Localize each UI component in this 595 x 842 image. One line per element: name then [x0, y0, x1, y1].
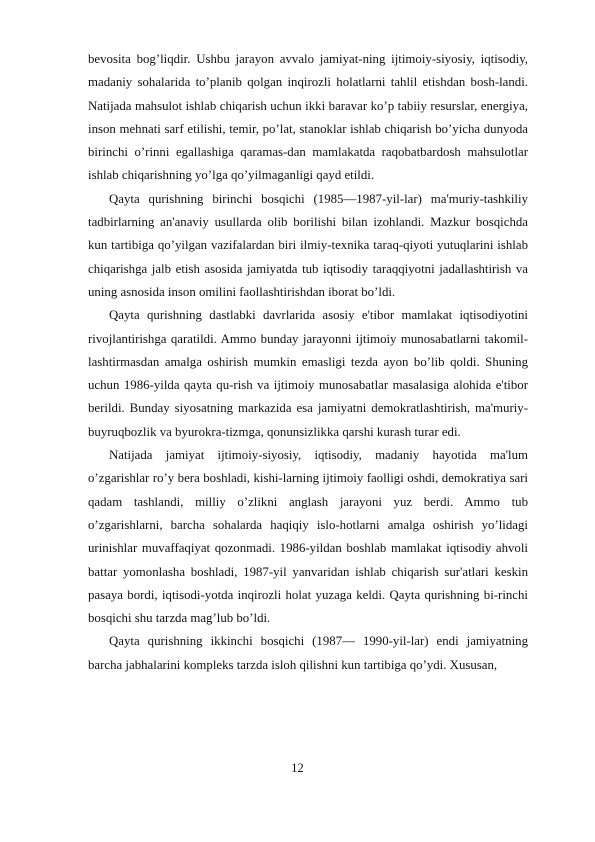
document-body — [88, 48, 528, 677]
paragraph-2: Qayta qurishning birinchi bosqichi (1985—1987-yil-lar) ma'muriy-tashkiliy tadbirlarning an'anaviy usullarda olib borilishi bilan izohlandi. Mazkur bosqichda kun tartibiga qo’yilgan vazifalardan biri ilmiy-texnika taraq-qiyoti yutuqlarini ishlab chiqarishga jalb etish asosida jamiyatda tub iqtisodiy taraqqiyotni jadallashtirish va uning asnosida inson omilini faollashtirishdan iborat bo’ldi. — [88, 191, 528, 299]
paragraph-3: Qayta qurishning dastlabki davrlarida asosiy e'tibor mamlakat iqtisodiyotini rivojlantirishga qaratildi. Ammo bunday jarayonni ijtimoiy munosabatlarni takomil-lashtirmasdan amalga oshirish mumkin emasligi tezda ayon bo’lib qoldi. Shuning uchun 1986-yilda qayta qu-rish va ijtimoiy munosabatlar masalasiga alohida e'tibor berildi. Bunday siyosatning markazida esa jamiyatni demokratlashtirish, ma'muriy-buyruqbozlik va byurokra-tizmga, qonunsizlikka qarshi kurash turar edi. — [88, 308, 528, 439]
paragraph-4: Natijada jamiyat ijtimoiy-siyosiy, iqtisodiy, madaniy hayotida ma'lum o’zgarishlar ro’y bera boshladi, kishi-larning ijtimoiy faolligi oshdi, demokratiya sari qadam tashlandi, milliy o’zlikni anglash jarayoni yuz berdi. Ammo tub o’zgarishlarni, barcha sohalarda haqiqiy islo-hotlarni amalga oshirish yo’lidagi urinishlar muvaffaqiyat qozonmadi. 1986-yildan boshlab mamlakat iqtisodiy ahvoli battar yomonlasha boshladi, 1987-yil yanvaridan ishlab chiqarish sur'atlari keskin pasaya bordi, iqtisodi-yotda inqirozli holat yuzaga keldi. Qayta qurishning bi-rinchi bosqichi shu tarzda mag’lub bo’ldi. — [88, 448, 528, 626]
page-number: 12 — [291, 761, 304, 775]
paragraph-1: bevosita bog’liqdir. Ushbu jarayon avvalo jamiyat-ning ijtimoiy-siyosiy, iqtisodiy, madaniy sohalarida to’planib qolgan inqirozli holatlarni tahlil etishdan bosh-landi. Natijada mahsulot ishlab chiqarish uchun ikki baravar ko’p tabiiy resurslar, energiya, inson mehnati sarf etilishi, temir, po’lat, stanoklar ishlab chiqarish bo’yicha dunyoda birinchi o’rinni egallashiga qaramas-dan mamlakatda raqobatbardosh mahsulotlar ishlab chiqarishning yo’lga qo’yilmaganligi qayd etildi. — [88, 52, 528, 183]
paragraph-5: Qayta qurishning ikkinchi bosqichi (1987— 1990-yil-lar) endi jamiyatning barcha jabhalarini kompleks tarzda isloh qilishni kun tartibiga qo’ydi. Xususan, — [88, 634, 528, 672]
